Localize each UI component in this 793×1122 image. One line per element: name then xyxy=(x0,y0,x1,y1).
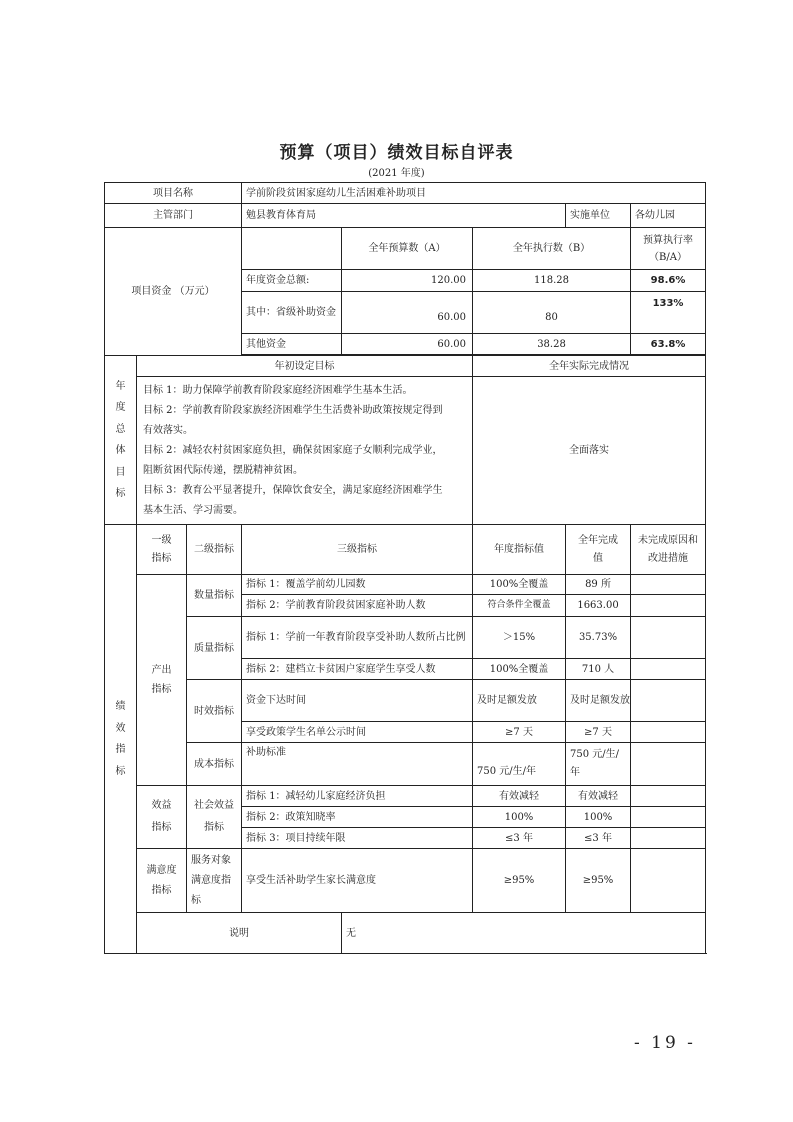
goal-line: 目标 3：教育公平显著提升，保障饮食安全，满足家庭经济困难学生 xyxy=(143,484,443,496)
funds-row-rate: 98.6% xyxy=(631,270,706,292)
page-number: - 19 - xyxy=(634,1033,696,1053)
indicator-row xyxy=(105,786,706,807)
indicator-actual-text: 及时足额发放 xyxy=(570,694,631,706)
indicator-target: 750 元/生/年 xyxy=(473,743,566,786)
goal-line: 目标 2：学前教育阶段家族经济困难学生生活费补助政策按规定得到 xyxy=(143,404,443,416)
year-note: (2021 年度) xyxy=(368,168,425,179)
output-label xyxy=(137,575,187,786)
indicator-name: 指标 1：覆盖学前幼儿园数 xyxy=(242,575,473,595)
funds-row-exec: 38.28 xyxy=(473,334,631,355)
indicator-row xyxy=(105,849,706,913)
funds-col-budget: 全年预算数（A） xyxy=(342,228,473,270)
header-reason-text: 未完成原因和改进措施 xyxy=(638,534,699,564)
indicator-reason xyxy=(631,617,706,659)
header-actual xyxy=(566,525,631,575)
impl-label: 实施单位 xyxy=(566,204,631,228)
indicator-target: ＞15% xyxy=(473,617,566,659)
indicator-reason xyxy=(631,807,706,828)
indicator-reason xyxy=(631,659,706,680)
output-label-text: 产出指标 xyxy=(151,665,172,695)
header-level3: 三级指标 xyxy=(242,525,473,575)
funds-row-exec: 118.28 xyxy=(473,270,631,292)
note-value: 无 xyxy=(342,913,706,954)
funds-row-rate: 133% xyxy=(631,292,706,334)
goal-line: 有效落实。 xyxy=(143,424,193,436)
effect-label xyxy=(137,786,187,849)
service-label-text: 服务对象满意度指标 xyxy=(191,854,231,906)
indicator-actual: 35.73% xyxy=(566,617,631,659)
indicator-reason xyxy=(631,680,706,722)
indicator-actual: ≥7 天 xyxy=(566,722,631,743)
funds-row-budget: 60.00 xyxy=(342,334,473,355)
indicator-name: 指标 2：政策知晓率 xyxy=(242,807,473,828)
goal-line: 目标 1：助力保障学前教育阶段家庭经济困难学生基本生活。 xyxy=(143,384,413,396)
goals-text xyxy=(137,377,473,525)
dept-value: 勉县教育体育局 xyxy=(242,204,566,228)
indicator-name: 补助标准 xyxy=(242,743,473,786)
indicator-target: ≥7 天 xyxy=(473,722,566,743)
satisfaction-label xyxy=(137,849,187,913)
indicator-name: 资金下达时间 xyxy=(242,680,473,722)
funds-col-rate-line1: 预算执行率 xyxy=(643,234,694,246)
indicator-actual-text: 750 元/生/年 xyxy=(570,749,620,778)
goals-header-row xyxy=(105,356,706,377)
funds-col-exec: 全年执行数（B） xyxy=(473,228,631,270)
project-name-label: 项目名称 xyxy=(105,183,242,204)
funds-col-rate xyxy=(631,228,706,270)
header-level2: 二级指标 xyxy=(187,525,242,575)
funds-row-label: 其他资金 xyxy=(242,334,342,355)
cost-label: 成本指标 xyxy=(187,743,242,786)
social-label-text: 社会效益指标 xyxy=(194,800,234,833)
service-label xyxy=(187,849,242,913)
indicator-reason xyxy=(631,828,706,849)
form-title: 预算（项目）绩效目标自评表 xyxy=(279,143,514,163)
indicator-name: 指标 2：建档立卡贫困户家庭学生享受人数 xyxy=(242,659,473,680)
indicator-actual: ≤3 年 xyxy=(566,828,631,849)
indicator-actual: 有效减轻 xyxy=(566,786,631,807)
indicator-row xyxy=(105,575,706,595)
indicator-name: 享受生活补助学生家长满意度 xyxy=(242,849,473,913)
indicator-target: 符合条件全覆盖 xyxy=(473,595,566,617)
indicator-target: ≥95% xyxy=(473,849,566,913)
social-label xyxy=(187,786,242,849)
header-reason xyxy=(631,525,706,575)
indicator-target: ≤3 年 xyxy=(473,828,566,849)
indicator-reason xyxy=(631,786,706,807)
quality-label: 质量指标 xyxy=(187,617,242,680)
funds-row-label: 年度资金总额: xyxy=(242,270,342,292)
funds-row-budget: 60.00 xyxy=(342,292,473,334)
indicators-side-label xyxy=(105,525,137,954)
performance-form-table xyxy=(104,182,706,954)
indicator-name: 指标 3：项目持续年限 xyxy=(242,828,473,849)
department-row xyxy=(105,204,706,228)
funds-col-rate-line2: （B/A） xyxy=(649,251,687,263)
indicators-header-row xyxy=(105,525,706,575)
indicator-reason xyxy=(631,575,706,595)
project-name-value: 学前阶段贫困家庭幼儿生活困难补助项目 xyxy=(242,183,706,204)
funds-row-exec: 80 xyxy=(473,292,631,334)
indicator-target: 100% xyxy=(473,807,566,828)
indicator-row xyxy=(105,743,706,786)
header-level1-text: 一级指标 xyxy=(151,534,172,564)
funds-header-row xyxy=(105,228,706,270)
goal-line: 目标 2：减轻农村贫困家庭负担，确保贫困家庭子女顺利完成学业， xyxy=(143,444,443,456)
indicator-actual: 89 所 xyxy=(566,575,631,595)
indicator-reason xyxy=(631,595,706,617)
indicator-reason xyxy=(631,722,706,743)
indicator-actual xyxy=(566,680,631,722)
effect-label-text: 效益指标 xyxy=(151,800,172,833)
note-label: 说明 xyxy=(137,913,342,954)
funds-blank-cell xyxy=(242,228,342,270)
indicator-name: 指标 1：减轻幼儿家庭经济负担 xyxy=(242,786,473,807)
indicators-side-text: 绩效指标 xyxy=(115,701,126,777)
indicator-row xyxy=(105,617,706,659)
goal-line: 阻断贫困代际传递，摆脱精神贫困。 xyxy=(143,464,303,476)
indicator-target: 100%全覆盖 xyxy=(473,575,566,595)
indicator-reason xyxy=(631,849,706,913)
funds-row-rate: 63.8% xyxy=(631,334,706,355)
satisfaction-label-text: 满意度指标 xyxy=(146,864,177,896)
indicator-actual: 100% xyxy=(566,807,631,828)
goal-line: 基本生活、学习需要。 xyxy=(143,504,243,516)
goals-col-initial: 年初设定目标 xyxy=(137,356,473,377)
indicator-name: 享受政策学生名单公示时间 xyxy=(242,722,473,743)
goals-side-text: 年度总体目标 xyxy=(115,380,126,499)
header-target: 年度指标值 xyxy=(473,525,566,575)
indicator-actual: ≥95% xyxy=(566,849,631,913)
funds-label: 项目资金 （万元） xyxy=(105,228,242,356)
indicator-target: 100%全覆盖 xyxy=(473,659,566,680)
goals-col-actual: 全年实际完成情况 xyxy=(473,356,706,377)
indicator-name: 指标 1：学前一年教育阶段享受补助人数所占比例 xyxy=(242,617,473,659)
funds-row-label: 其中：省级补助资金 xyxy=(242,292,342,334)
note-row xyxy=(105,913,706,954)
header-actual-text: 全年完成值 xyxy=(578,534,619,564)
impl-value: 各幼儿园 xyxy=(631,204,706,228)
indicator-target: 有效减轻 xyxy=(473,786,566,807)
indicator-reason xyxy=(631,743,706,786)
indicator-actual xyxy=(566,743,631,786)
header-level1 xyxy=(137,525,187,575)
indicator-actual: 710 人 xyxy=(566,659,631,680)
funds-row-budget: 120.00 xyxy=(342,270,473,292)
indicator-actual: 1663.00 xyxy=(566,595,631,617)
indicator-name: 指标 2：学前教育阶段贫困家庭补助人数 xyxy=(242,595,473,617)
indicator-row xyxy=(105,680,706,722)
goals-actual: 全面落实 xyxy=(473,377,706,525)
dept-label: 主管部门 xyxy=(105,204,242,228)
indicator-target: 及时足额发放 xyxy=(473,680,566,722)
goals-body-row xyxy=(105,377,706,525)
time-label: 时效指标 xyxy=(187,680,242,743)
goals-side-label xyxy=(105,356,137,525)
project-name-row xyxy=(105,183,706,204)
quantity-label: 数量指标 xyxy=(187,575,242,617)
